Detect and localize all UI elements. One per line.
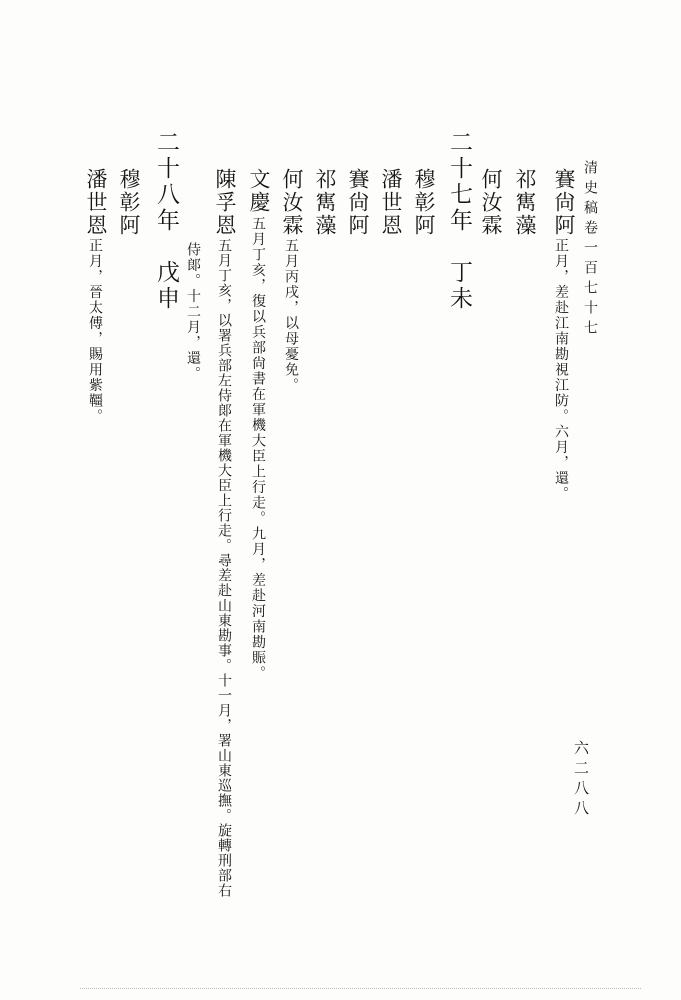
- scan-edge-line: [80, 988, 641, 989]
- note-text: 五月丁亥，以署兵部左侍郞在軍機大臣上行走。尋差赴山東勘事。十一月，署山東巡撫。旋轉刑部右: [216, 238, 232, 898]
- page-number: 六二八八: [572, 740, 590, 820]
- person-name: 何汝霖: [479, 168, 503, 237]
- note-text: 五月丙戌，以母憂免。: [283, 238, 299, 393]
- note-text: 正月，晉太傅，賜用紫韁。: [87, 238, 103, 424]
- note-text: 正月，差赴江南勘視江防。六月，還。: [553, 238, 569, 502]
- person-name: 陳孚恩: [213, 168, 237, 237]
- note-text: 五月丁亥，復以兵部尙書在軍機大臣上行走。九月，差赴河南勘賑。: [250, 216, 266, 681]
- person-name: 賽尙阿: [552, 168, 576, 237]
- person-name: 穆彰阿: [412, 168, 436, 237]
- person-name: 祁寯藻: [313, 168, 337, 237]
- person-name: 潘世恩: [84, 168, 108, 237]
- person-name: 何汝霖: [280, 168, 304, 237]
- person-name: 穆彰阿: [117, 168, 141, 237]
- person-name: 祁寯藻: [513, 168, 537, 237]
- year-heading: 二十七年 丁未: [446, 130, 472, 312]
- person-name: 潘世恩: [379, 168, 403, 237]
- note-text: 侍郞。十二月，還。: [185, 242, 201, 382]
- person-name: 文慶: [247, 168, 271, 214]
- document-header: 清史稿卷一百七十七: [582, 160, 598, 340]
- year-heading: 二十八年 戊申: [153, 130, 179, 312]
- person-name: 賽尙阿: [346, 168, 370, 237]
